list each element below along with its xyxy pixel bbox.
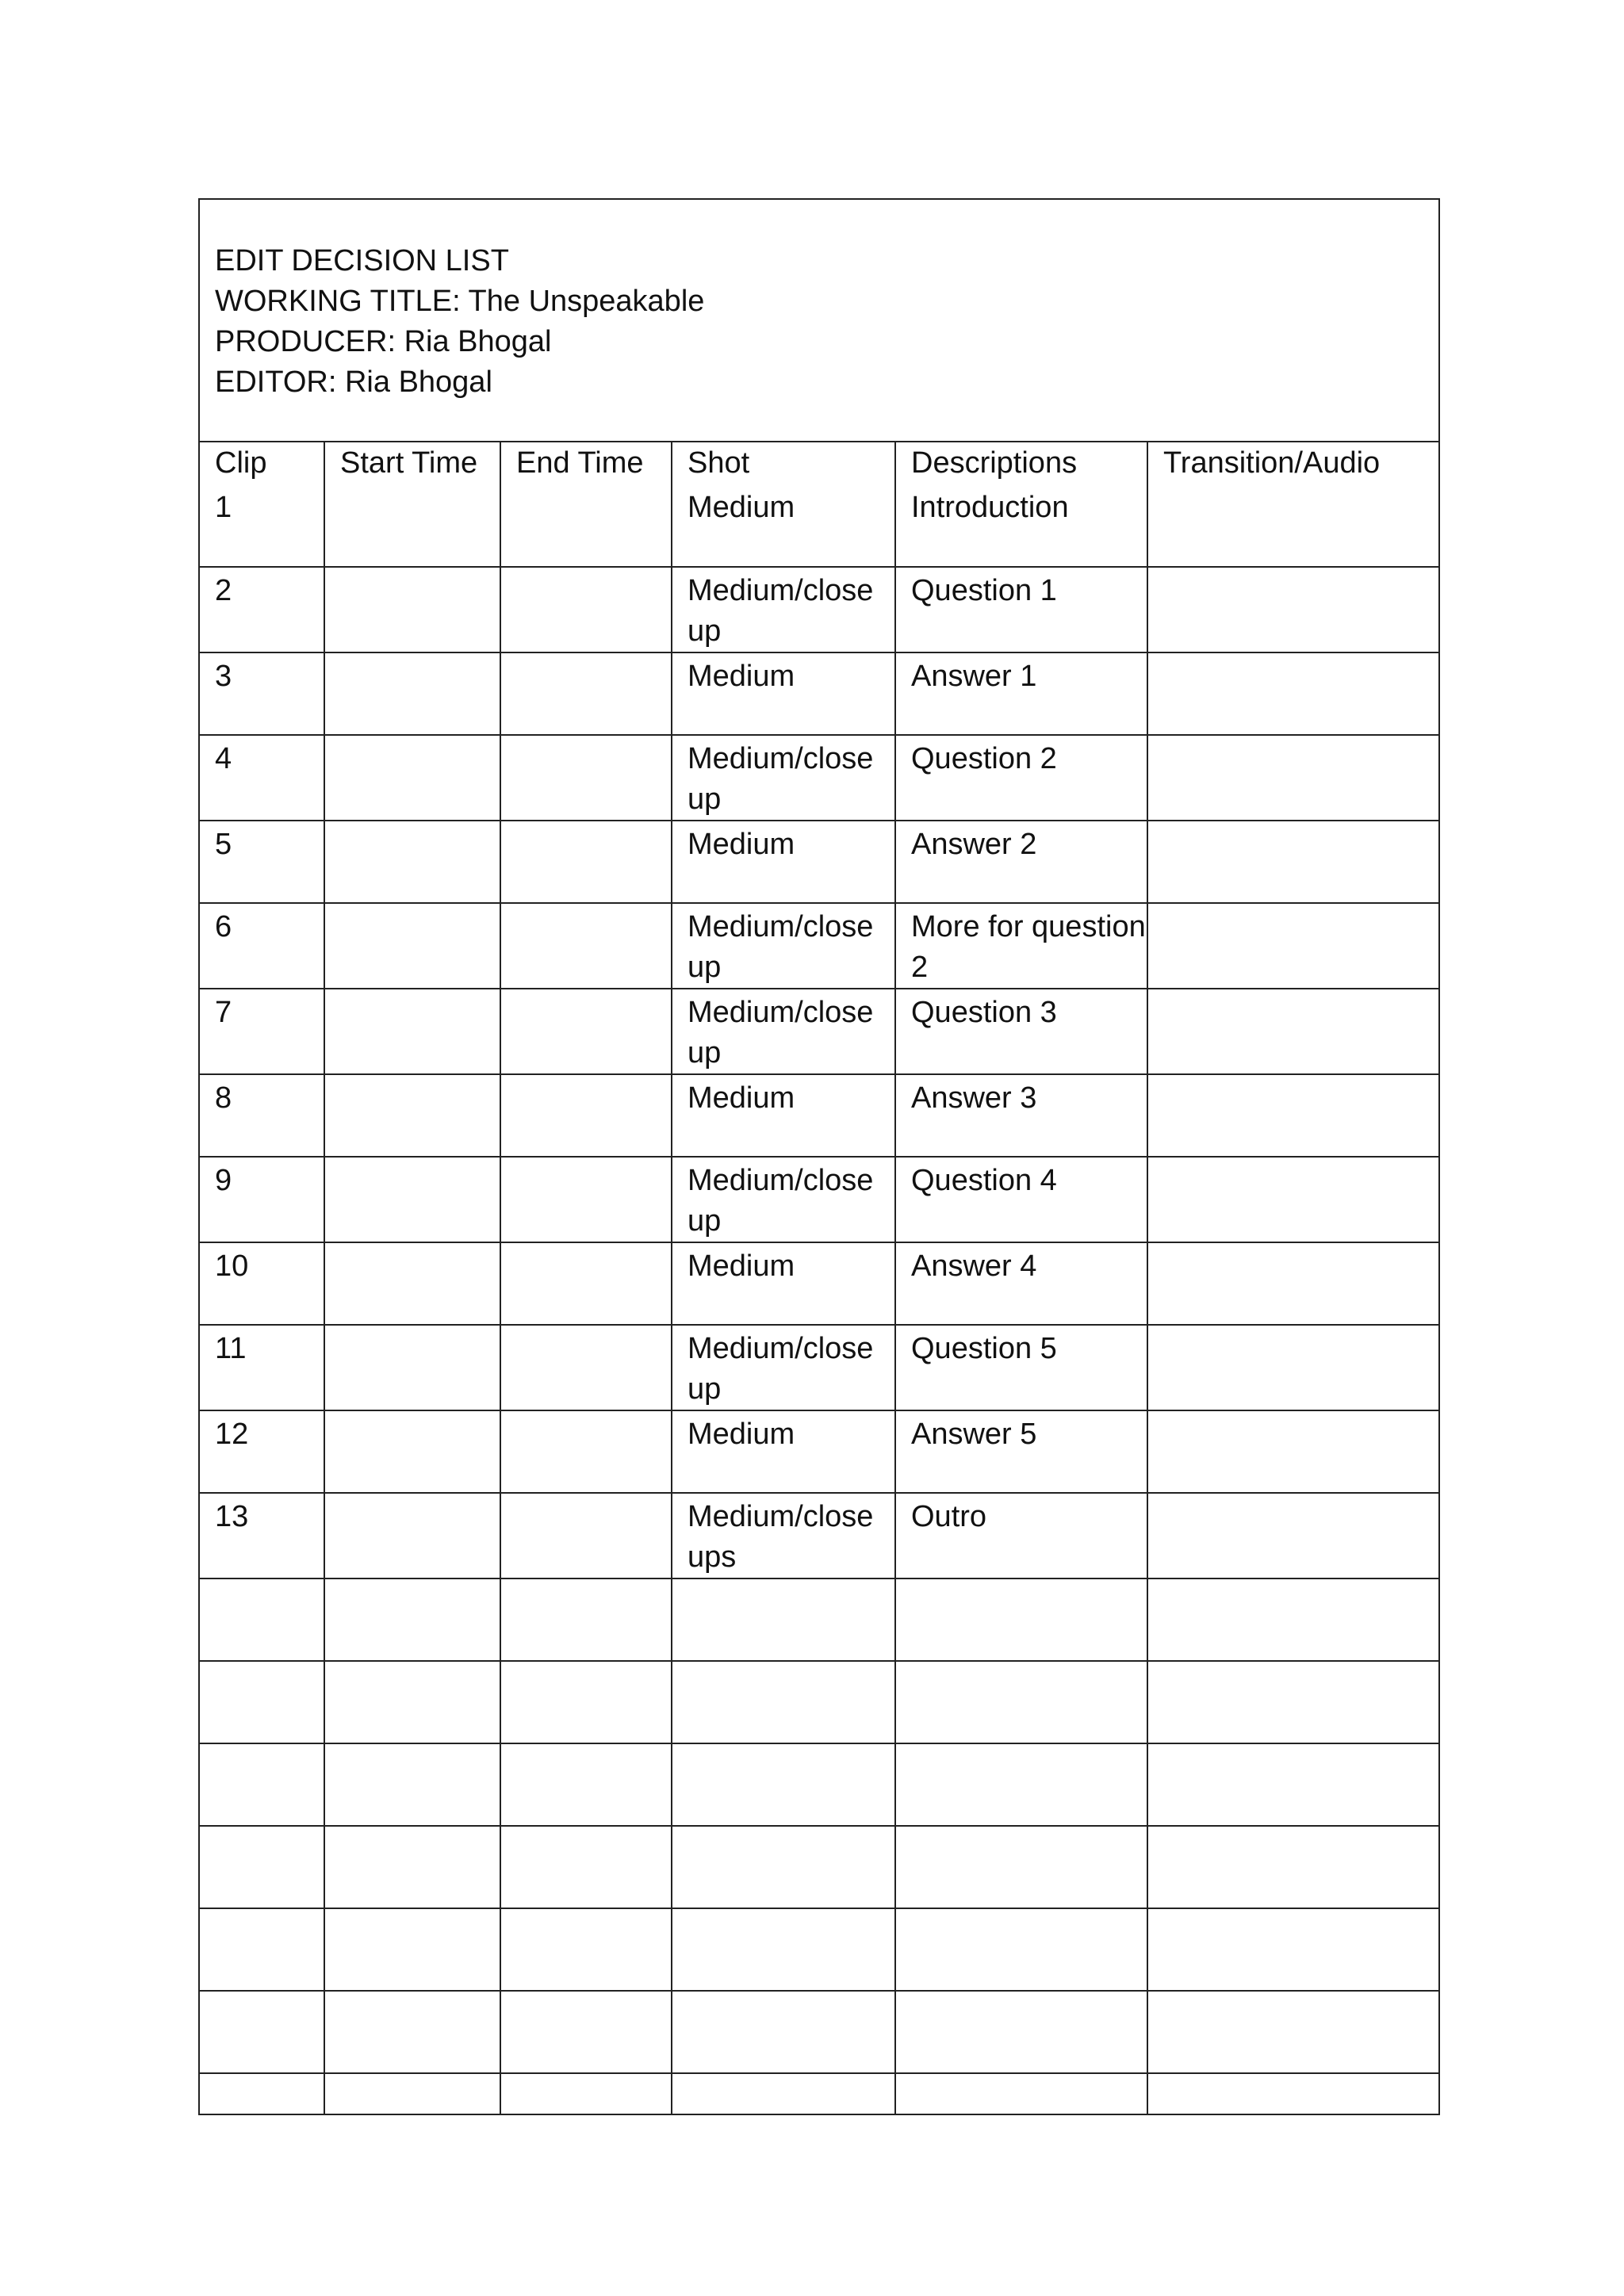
table-cell: [895, 1743, 1147, 1826]
cell-description: Outro: [895, 1493, 1147, 1578]
producer: PRODUCER: Ria Bhogal: [215, 325, 552, 358]
table-cell: [1147, 2073, 1438, 2114]
table-cell: [500, 1578, 672, 1661]
table-cell: [500, 1908, 672, 1991]
cell-transition-audio: [1147, 1493, 1438, 1578]
cell-description: Question 1: [895, 567, 1147, 652]
cell-end-time: [500, 567, 672, 652]
cell-clip: 4: [200, 735, 324, 821]
empty-table-row: [200, 1908, 1438, 1991]
cell-transition-audio: [1147, 1242, 1438, 1325]
cell-shot: Medium: [672, 652, 895, 735]
column-header-descriptions: Descriptions: [895, 442, 1147, 484]
table-cell: [200, 1743, 324, 1826]
table-row: [200, 567, 1438, 652]
cell-end-time: [500, 989, 672, 1074]
cell-transition-audio: [1147, 1325, 1438, 1410]
column-header-start-time: Start Time: [324, 442, 500, 484]
cell-clip: 10: [200, 1242, 324, 1325]
table-row: [200, 735, 1438, 821]
cell-transition-audio: [1147, 652, 1438, 735]
table-cell: [500, 1743, 672, 1826]
cell-description: Answer 5: [895, 1410, 1147, 1493]
cell-shot: Medium: [672, 821, 895, 903]
table-cell: [324, 1578, 500, 1661]
column-header-transition-audio: Transition/Audio: [1163, 446, 1381, 480]
table-row: [200, 1410, 1438, 1493]
table-cell: [1147, 1908, 1438, 1991]
cell-description: Question 5: [895, 1325, 1147, 1410]
cell-clip: 3: [200, 652, 324, 735]
table-row: [200, 821, 1438, 903]
cell-transition-audio: [1147, 1074, 1438, 1157]
cell-shot: Medium/close ups: [672, 1493, 895, 1578]
cell-shot: Medium/close up: [672, 1325, 895, 1410]
table-cell: [1147, 1826, 1438, 1908]
cell-shot: Medium: [672, 1242, 895, 1325]
cell-start-time: [324, 1325, 500, 1410]
cell-description: More for question 2: [895, 903, 1147, 989]
table-row: [200, 1493, 1438, 1578]
cell-start-time: [324, 821, 500, 903]
empty-table-row: [200, 1826, 1438, 1908]
table-cell: [672, 1826, 895, 1908]
cell-start-time: [324, 567, 500, 652]
empty-table-row: [200, 2073, 1438, 2114]
edit-decision-list-document: [198, 198, 1440, 2115]
cell-shot: Medium/close up: [672, 567, 895, 652]
cell-transition-audio: [1147, 1410, 1438, 1493]
cell-end-time: [500, 484, 672, 567]
cell-clip: 1: [200, 484, 324, 567]
cell-transition-audio: [1147, 484, 1438, 567]
cell-clip: 13: [200, 1493, 324, 1578]
table-cell: [500, 1661, 672, 1743]
table-cell: [672, 2073, 895, 2114]
cell-shot: Medium: [672, 484, 895, 567]
cell-transition-audio: [1147, 989, 1438, 1074]
table-cell: [672, 1661, 895, 1743]
cell-shot: Medium: [672, 1410, 895, 1493]
cell-transition-audio: [1147, 567, 1438, 652]
table-row: [200, 1325, 1438, 1410]
empty-table-row: [200, 1991, 1438, 2073]
column-header-end-time: End Time: [500, 442, 672, 484]
cell-clip: 6: [200, 903, 324, 989]
table-cell: [200, 1661, 324, 1743]
table-cell: [895, 1908, 1147, 1991]
cell-description: Question 3: [895, 989, 1147, 1074]
table-cell: [200, 2073, 324, 2114]
cell-transition-audio: [1147, 821, 1438, 903]
cell-description: Answer 3: [895, 1074, 1147, 1157]
table-cell: [1147, 1578, 1438, 1661]
cell-transition-audio: [1147, 1157, 1438, 1242]
table-row: [200, 1242, 1438, 1325]
cell-description: Answer 1: [895, 652, 1147, 735]
table-body: [200, 484, 1438, 2114]
cell-shot: Medium/close up: [672, 735, 895, 821]
table-cell: [672, 1991, 895, 2073]
cell-end-time: [500, 1157, 672, 1242]
cell-start-time: [324, 1157, 500, 1242]
table-cell: [500, 1991, 672, 2073]
cell-shot: Medium/close up: [672, 903, 895, 989]
table-cell: [500, 2073, 672, 2114]
table-cell: [324, 2073, 500, 2114]
edl-table: [200, 442, 1438, 2114]
table-cell: [324, 1908, 500, 1991]
cell-start-time: [324, 1074, 500, 1157]
cell-clip: 2: [200, 567, 324, 652]
cell-transition-audio: [1147, 903, 1438, 989]
cell-end-time: [500, 903, 672, 989]
cell-start-time: [324, 1410, 500, 1493]
cell-clip: 9: [200, 1157, 324, 1242]
cell-end-time: [500, 1410, 672, 1493]
column-header-clip: Clip: [200, 442, 324, 484]
table-cell: [895, 1578, 1147, 1661]
table-row: [200, 652, 1438, 735]
table-cell: [1147, 1661, 1438, 1743]
cell-start-time: [324, 989, 500, 1074]
column-header-shot: Shot: [672, 442, 895, 484]
cell-end-time: [500, 821, 672, 903]
table-row: [200, 1074, 1438, 1157]
cell-description: Question 2: [895, 735, 1147, 821]
table-cell: [200, 1826, 324, 1908]
table-cell: [895, 1991, 1147, 2073]
table-cell: [895, 1661, 1147, 1743]
cell-description: Answer 2: [895, 821, 1147, 903]
cell-description: Introduction: [895, 484, 1147, 567]
cell-clip: 5: [200, 821, 324, 903]
cell-description: Answer 4: [895, 1242, 1147, 1325]
cell-start-time: [324, 484, 500, 567]
table-cell: [200, 1578, 324, 1661]
table-row: [200, 484, 1438, 567]
table-cell: [672, 1578, 895, 1661]
document-title: EDIT DECISION LIST: [215, 244, 509, 277]
table-cell: [895, 1826, 1147, 1908]
cell-start-time: [324, 1242, 500, 1325]
table-row: [200, 903, 1438, 989]
table-row: [200, 989, 1438, 1074]
table-cell: [500, 1826, 672, 1908]
cell-end-time: [500, 1242, 672, 1325]
cell-end-time: [500, 1325, 672, 1410]
table-cell: [200, 1908, 324, 1991]
cell-end-time: [500, 1074, 672, 1157]
cell-clip: 11: [200, 1325, 324, 1410]
table-cell: [672, 1908, 895, 1991]
table-row: [200, 1157, 1438, 1242]
cell-end-time: [500, 1493, 672, 1578]
cell-clip: 12: [200, 1410, 324, 1493]
table-cell: [1147, 1991, 1438, 2073]
cell-clip: 7: [200, 989, 324, 1074]
cell-start-time: [324, 1493, 500, 1578]
cell-shot: Medium: [672, 1074, 895, 1157]
document-header: [200, 200, 1438, 442]
cell-description: Question 4: [895, 1157, 1147, 1242]
table-cell: [324, 1991, 500, 2073]
table-cell: [324, 1661, 500, 1743]
empty-table-row: [200, 1578, 1438, 1661]
working-title: WORKING TITLE: The Unspeakable: [215, 285, 705, 318]
cell-clip: 8: [200, 1074, 324, 1157]
empty-table-row: [200, 1743, 1438, 1826]
table-cell: [672, 1743, 895, 1826]
empty-table-row: [200, 1661, 1438, 1743]
table-cell: [200, 1991, 324, 2073]
table-cell: [324, 1826, 500, 1908]
cell-end-time: [500, 652, 672, 735]
editor: EDITOR: Ria Bhogal: [215, 365, 492, 399]
cell-end-time: [500, 735, 672, 821]
table-header-row: [200, 442, 1438, 484]
cell-start-time: [324, 735, 500, 821]
cell-transition-audio: [1147, 735, 1438, 821]
cell-start-time: [324, 903, 500, 989]
table-cell: [895, 2073, 1147, 2114]
cell-start-time: [324, 652, 500, 735]
cell-shot: Medium/close up: [672, 1157, 895, 1242]
table-cell: [324, 1743, 500, 1826]
cell-shot: Medium/close up: [672, 989, 895, 1074]
table-cell: [1147, 1743, 1438, 1826]
